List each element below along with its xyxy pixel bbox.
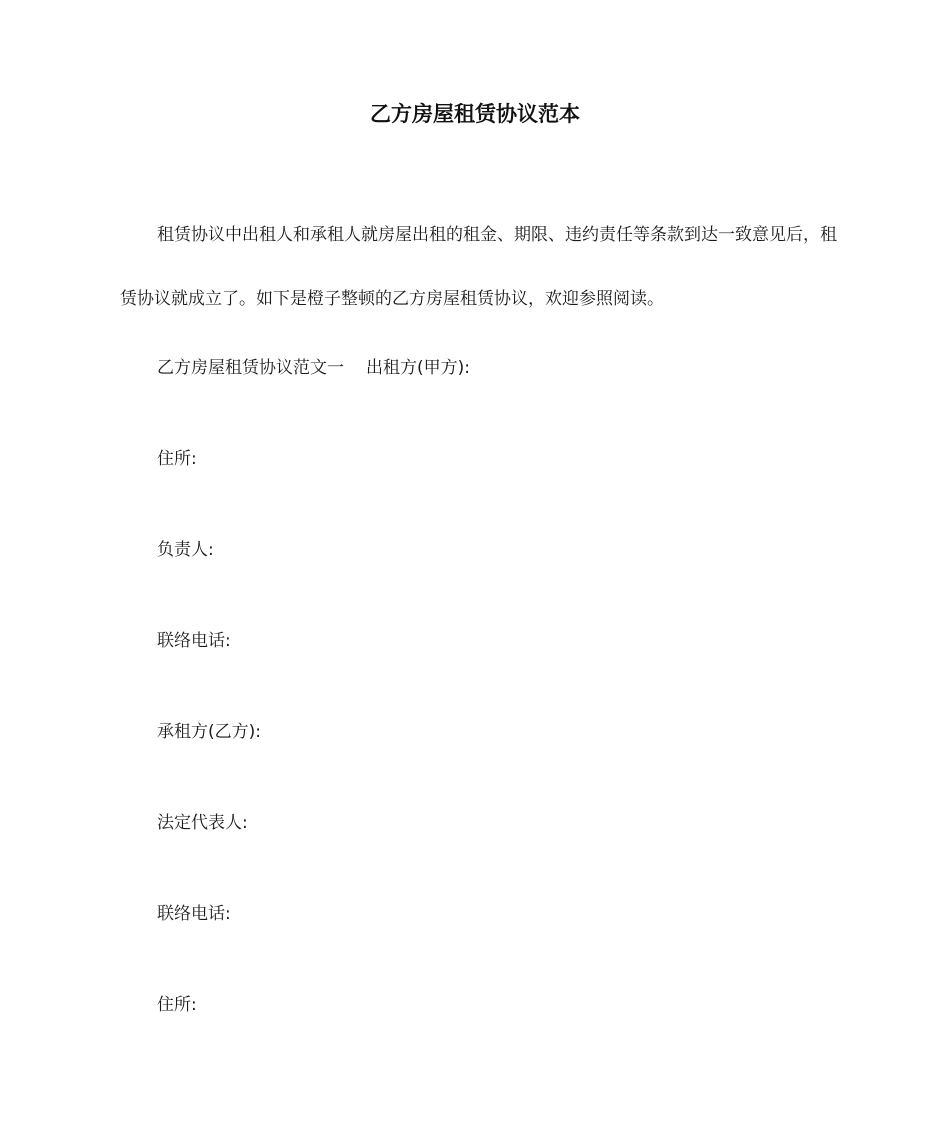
lessor-label: 出租方(甲方): <box>366 358 470 378</box>
lessee-address-label: 住所: <box>157 995 197 1015</box>
lessee-phone-label: 联络电话: <box>157 904 231 924</box>
section-heading: 乙方房屋租赁协议范文一 <box>157 358 344 378</box>
document-title: 乙方房屋租赁协议范本 <box>370 102 580 126</box>
lessee-rep-label: 法定代表人: <box>157 813 248 833</box>
section-line <box>157 352 470 384</box>
intro-paragraph: 租赁协议中出租人和承租人就房屋出租的租金、期限、违约责任等条款到达一致意见后，租赁协议就成立了。如下是橙子整顿的乙方房屋租赁协议，欢迎参照阅读。 <box>120 225 837 309</box>
lessee-label: 承租方(乙方): <box>157 722 261 742</box>
lessor-address-label: 住所: <box>157 449 197 469</box>
lessor-phone-label: 联络电话: <box>157 631 231 651</box>
lessor-manager-label: 负责人: <box>157 540 214 560</box>
